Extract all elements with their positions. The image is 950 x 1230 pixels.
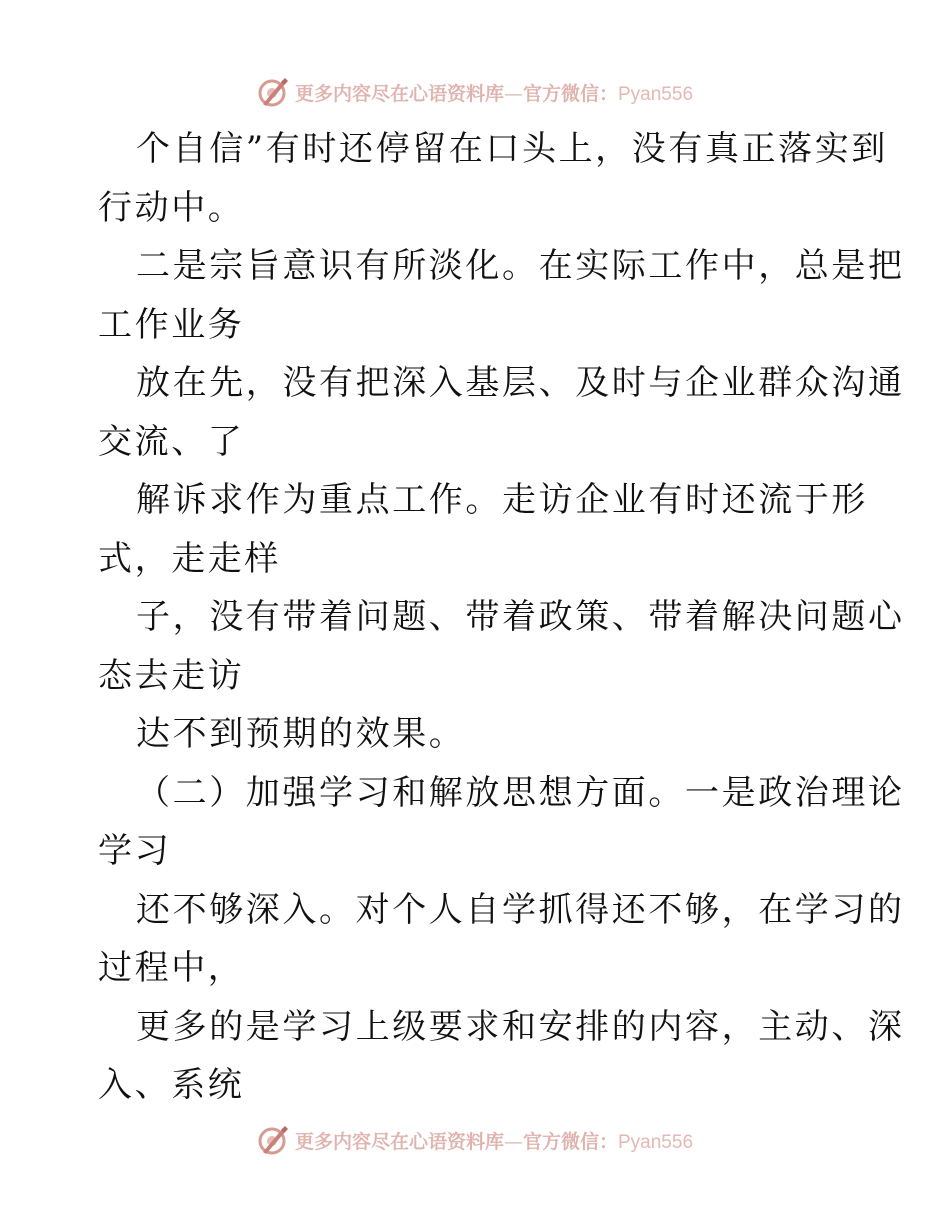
text-line: 态去走访: [98, 655, 245, 696]
watermark-contact-label: 官方微信：: [522, 82, 618, 105]
text-line: 二是宗旨意识有所淡化。在实际工作中，总是把: [136, 246, 905, 286]
watermark-contact-label: 官方微信：: [522, 1130, 618, 1153]
watermark-footer: [0, 1120, 950, 1160]
text-line: 放在先，没有把深入基层、及时与企业群众沟通: [136, 363, 905, 403]
watermark-dash: —: [503, 1130, 523, 1153]
watermark-contact-id: Pyan556: [618, 83, 694, 105]
watermark-dash: —: [503, 82, 523, 105]
pen-circle-logo-icon: [257, 76, 289, 108]
text-line: 工作业务: [98, 304, 245, 345]
text-line: 式，走走样: [98, 538, 281, 579]
watermark-header: [0, 72, 950, 112]
text-line: 过程中，: [98, 948, 245, 988]
watermark-brand: 更多内容尽在心语资料库: [294, 82, 504, 105]
pen-circle-logo-icon: [257, 1124, 289, 1156]
watermark-text: [295, 1127, 693, 1154]
document-body: [98, 120, 905, 1115]
text-line: 还不够深入。对个人自学抓得还不够，在学习的: [136, 889, 905, 930]
text-line: 个自信”有时还停留在口头上，没有真正落实到: [136, 129, 888, 169]
watermark-text: [295, 79, 693, 106]
text-line: 交流、了: [98, 421, 245, 462]
text-line: 子，没有带着问题、带着政策、带着解决问题心: [136, 597, 905, 637]
text-line: 行动中。: [98, 187, 245, 228]
text-line: 学习: [98, 831, 172, 871]
watermark-contact-id: Pyan556: [618, 1131, 694, 1153]
text-line: 更多的是学习上级要求和安排的内容，主动、深: [136, 1006, 905, 1047]
text-line: 入、系统: [98, 1065, 245, 1105]
text-line: 解诉求作为重点工作。走访企业有时还流于形: [136, 480, 868, 520]
text-line: 达不到预期的效果。: [136, 714, 466, 754]
watermark-brand: 更多内容尽在心语资料库: [294, 1130, 504, 1153]
text-line: （二）加强学习和解放思想方面。一是政治理论: [136, 772, 905, 813]
